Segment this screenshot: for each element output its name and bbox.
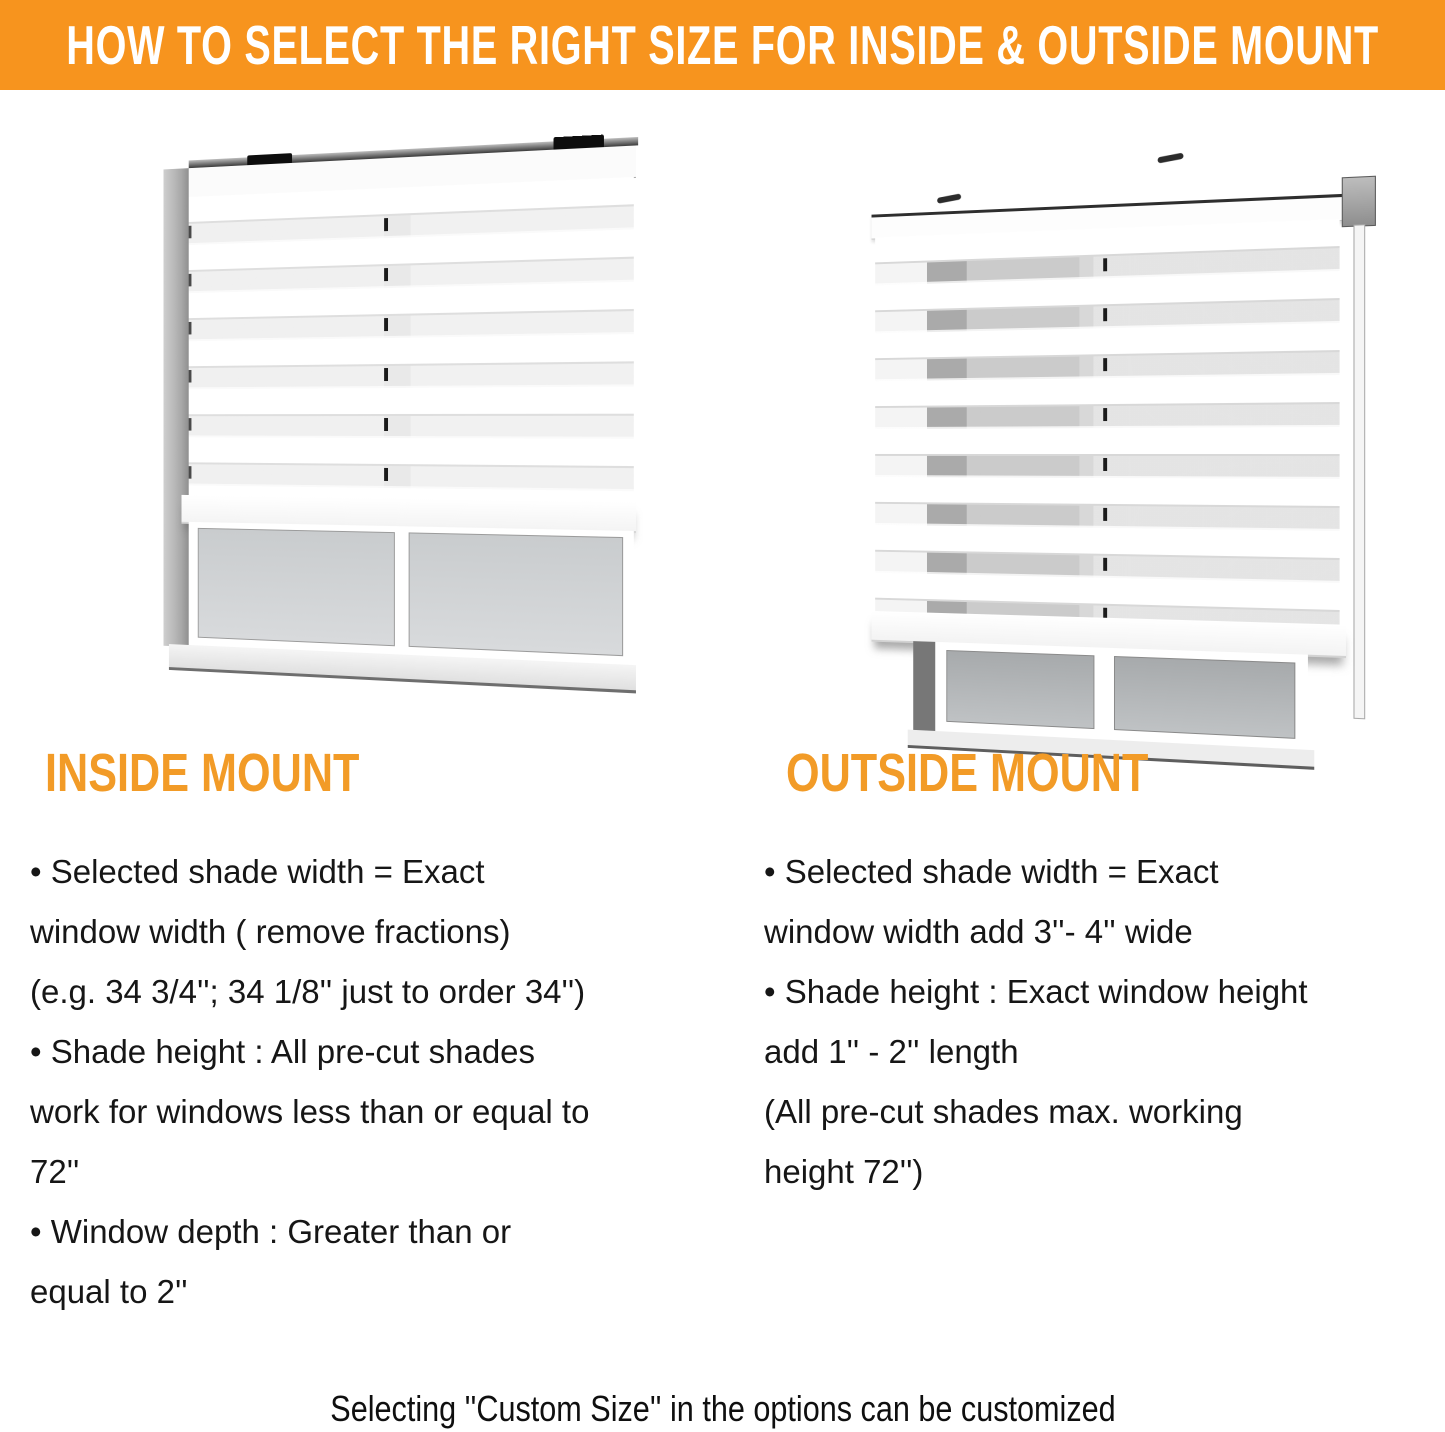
- text-line: (e.g. 34 3/4''; 34 1/8'' just to order 34''): [30, 973, 586, 1010]
- footer-note: [0, 1388, 1445, 1430]
- zebra-shade-stripes: [875, 219, 1339, 625]
- valance-end-cap: [1342, 176, 1376, 228]
- text-line: window width ( remove fractions): [30, 913, 511, 950]
- text-line: (All pre-cut shades max. working: [764, 1093, 1243, 1130]
- glass-pane-right: [409, 532, 623, 656]
- text-line: equal to 2'': [30, 1273, 188, 1310]
- text-line: window width add 3''- 4'' wide: [764, 913, 1193, 950]
- side-rail: [1353, 224, 1365, 719]
- shade-edge-gap: [189, 197, 192, 495]
- glass-pane-left: [198, 528, 395, 646]
- shade-center-seam: [1103, 228, 1107, 618]
- text-line: • Shade height : Exact window height: [764, 973, 1308, 1010]
- inside-mount-illustration: [164, 135, 636, 706]
- text-line: 72'': [30, 1153, 80, 1190]
- inside-mount-section: [0, 742, 722, 1322]
- inside-mount-instructions: [30, 842, 722, 1322]
- shade-center-seam: [384, 188, 388, 498]
- outside-mount-heading: OUTSIDE MOUNT: [786, 743, 1149, 803]
- text-line: • Window depth : Greater than or: [30, 1213, 512, 1250]
- glass-pane-right: [1114, 656, 1296, 739]
- window-sash: [189, 522, 634, 665]
- glass-pane-left: [946, 650, 1094, 729]
- page-title: HOW TO SELECT THE RIGHT SIZE FOR INSIDE & OUTSIDE MOUNT: [66, 14, 1379, 76]
- screw-mark: [1157, 153, 1184, 164]
- header-banner: [0, 0, 1445, 90]
- text-line: height 72''): [764, 1153, 924, 1190]
- outside-mount-section: [722, 742, 1445, 1202]
- text-line: • Selected shade width = Exact: [764, 853, 1219, 890]
- outside-mount-instructions: [764, 842, 1445, 1202]
- footer-note-text: Selecting ''Custom Size'' in the options can be customized: [329, 1388, 1116, 1429]
- zebra-shade-stripes: [189, 177, 634, 502]
- text-line: work for windows less than or equal to: [30, 1093, 590, 1130]
- text-line: add 1'' - 2'' length: [764, 1033, 1019, 1070]
- inside-mount-heading: INSIDE MOUNT: [45, 743, 360, 803]
- window-jamb-left: [164, 168, 189, 647]
- outside-mount-illustration: [872, 132, 1379, 776]
- text-line: • Selected shade width = Exact: [30, 853, 485, 890]
- window-jamb-left: [913, 641, 935, 731]
- screw-mark: [937, 193, 962, 203]
- text-line: • Shade height : All pre-cut shades: [30, 1033, 536, 1070]
